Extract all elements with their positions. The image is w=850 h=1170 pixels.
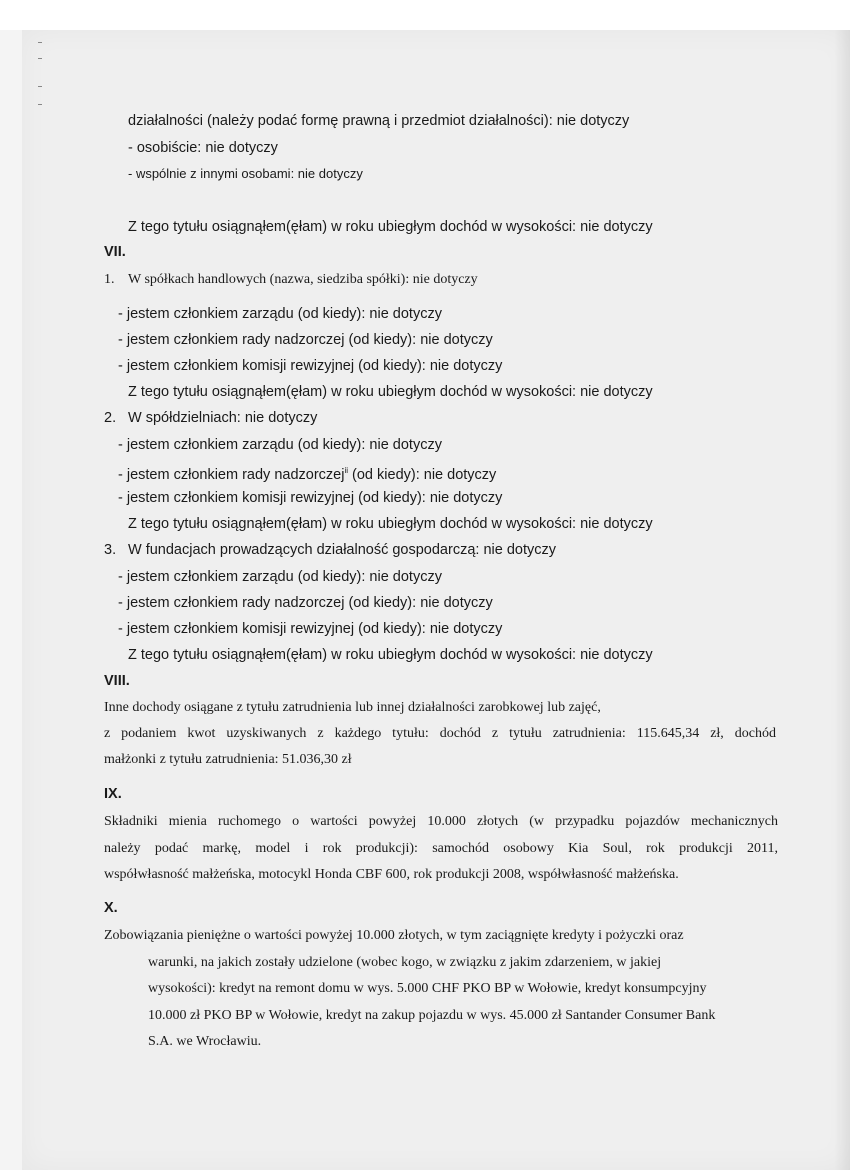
page-edge-shadow (834, 30, 850, 1170)
section-7-item-2-title (104, 409, 317, 427)
intro-line-3: - wspólnie z innymi osobami: nie dotyczy (128, 166, 363, 181)
section-7-item-3-title (104, 541, 556, 559)
supervisory-text-end: (od kiedy): nie dotyczy (348, 466, 497, 483)
item-title-text: W spółkach handlowych (nazwa, siedziba spółki): nie dotyczy (128, 272, 478, 287)
section-7-item-2-board: - jestem członkiem zarządu (od kiedy): nie dotyczy (118, 437, 442, 453)
scan-top-margin (0, 0, 850, 30)
section-7-item-3-income: Z tego tytułu osiągnąłem(ęłam) w roku ubiegłym dochód w wysokości: nie dotyczy (128, 647, 653, 663)
intro-line-1: działalności (należy podać formę prawną i przedmiot działalności): nie dotyczy (128, 113, 630, 129)
section-7-item-3-supervisory: - jestem członkiem rady nadzorczej (od kiedy): nie dotyczy (118, 595, 493, 611)
section-9-line-1: Składniki mienia ruchomego o wartości powyżej 10.000 złotych (w przypadku pojazdów mechanicznych (104, 814, 778, 829)
section-9-line-3: współwłasność małżeńska, motocykl Honda CBF 600, rok produkcji 2008, współwłasność małżeńska. (104, 867, 679, 882)
section-10-line-2: warunki, na jakich zostały udzielone (wobec kogo, w związku z jakim zdarzeniem, w jakiej (148, 955, 662, 970)
section-7-item-3-board: - jestem członkiem zarządu (od kiedy): nie dotyczy (118, 569, 442, 585)
section-7-item-1-title (104, 271, 478, 289)
item-title-text: W spółdzielniach: nie dotyczy (128, 410, 318, 426)
section-7-item-3-audit: - jestem członkiem komisji rewizyjnej (od kiedy): nie dotyczy (118, 621, 503, 637)
section-8-heading: VIII. (104, 673, 130, 689)
item-number: 3. (104, 542, 117, 558)
section-9-line-2: należy podać markę, model i rok produkcji): samochód osobowy Kia Soul, rok produkcji 2011, (104, 841, 778, 856)
section-10-line-4: 10.000 zł PKO BP w Wołowie, kredyt na zakup pojazdu w wys. 45.000 zł Santander Consumer Bank (148, 1008, 716, 1023)
section-10-line-5: S.A. we Wrocławiu. (148, 1034, 262, 1049)
section-7-heading: VII. (104, 244, 126, 260)
intro-line-2: - osobiście: nie dotyczy (128, 140, 278, 156)
section-8-line-1: Inne dochody osiągane z tytułu zatrudnienia lub innej działalności zarobkowej lub zajęć, (104, 700, 601, 715)
section-7-item-2-supervisory (118, 462, 496, 484)
footnote-mark: ii (344, 466, 349, 475)
section-7-item-2-income: Z tego tytułu osiągnąłem(ęłam) w roku ubiegłym dochód w wysokości: nie dotyczy (128, 516, 653, 532)
section-10-heading: X. (104, 900, 118, 916)
section-8-line-3: małżonki z tytułu zatrudnienia: 51.036,30 zł (104, 752, 352, 767)
item-number: 2. (104, 410, 117, 426)
item-number: 1. (104, 272, 115, 287)
item-title-text: W fundacjach prowadzących działalność gospodarczą: nie dotyczy (128, 542, 556, 558)
supervisory-text: - jestem członkiem rady nadzorczej (118, 466, 345, 483)
intro-income: Z tego tytułu osiągnąłem(ęłam) w roku ubiegłym dochód w wysokości: nie dotyczy (128, 219, 653, 235)
section-7-item-1-supervisory: - jestem członkiem rady nadzorczej (od kiedy): nie dotyczy (118, 332, 493, 348)
margin-marks (38, 40, 48, 120)
section-9-heading: IX. (104, 786, 122, 802)
section-7-item-1-audit: - jestem członkiem komisji rewizyjnej (od kiedy): nie dotyczy (118, 358, 503, 374)
section-8-line-2: z podaniem kwot uzyskiwanych z każdego tytułu: dochód z tytułu zatrudnienia: 115.645,34 zł, dochód (104, 726, 776, 741)
section-7-item-2-audit: - jestem członkiem komisji rewizyjnej (od kiedy): nie dotyczy (118, 490, 503, 506)
section-10-line-1: Zobowiązania pieniężne o wartości powyżej 10.000 złotych, w tym zaciągnięte kredyty i pożyczki oraz (104, 928, 684, 943)
section-7-item-1-income: Z tego tytułu osiągnąłem(ęłam) w roku ubiegłym dochód w wysokości: nie dotyczy (128, 384, 653, 400)
section-7-item-1-board: - jestem członkiem zarządu (od kiedy): nie dotyczy (118, 306, 442, 322)
section-10-line-3: wysokości): kredyt na remont domu w wys. 5.000 CHF PKO BP w Wołowie, kredyt konsumpcyjny (148, 981, 707, 996)
